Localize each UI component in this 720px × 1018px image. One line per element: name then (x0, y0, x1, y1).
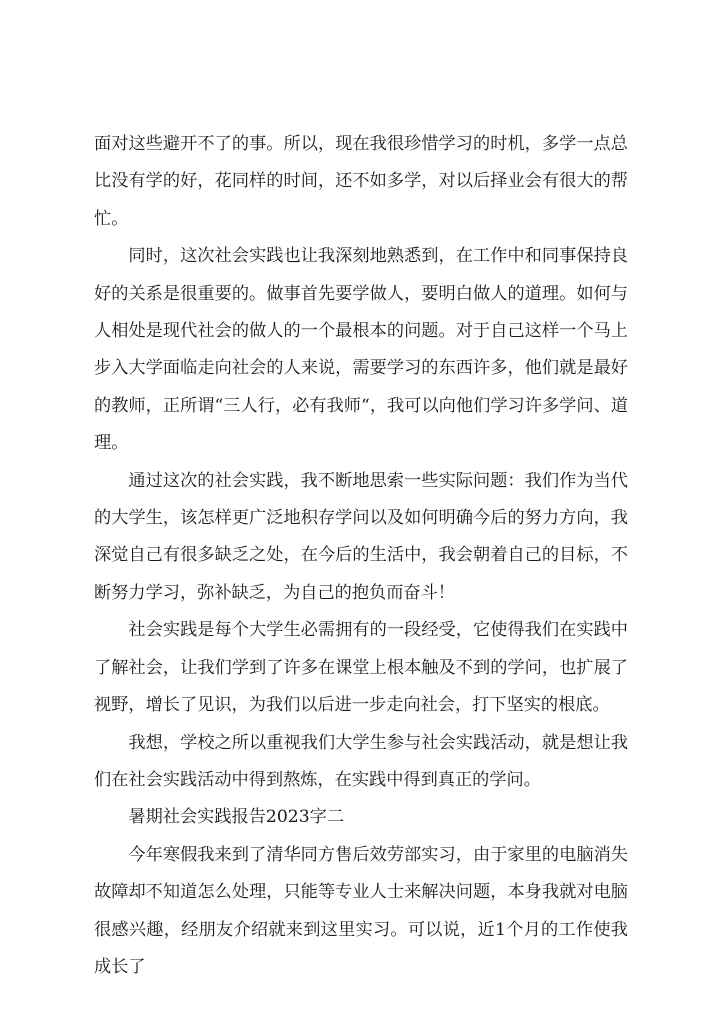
section-heading: 暑期社会实践报告2023字二 (128, 807, 345, 828)
paragraph-6: 今年寒假我来到了清华同方售后效劳部实习，由于家里的电脑消失故障却不知道怎么处理，只能等专业人士来解决问题，本身我就对电脑很感兴趣，经朋友介绍就来到这里实习。可以说，近1个月的工作使我成长了 (94, 844, 628, 977)
paragraph-4: 社会实践是每个大学生必需拥有的一段经受，它使得我们在实践中了解社会，让我们学到了许多在课堂上根本触及不到的学问，也扩展了视野，增长了见识，为我们以后进一步走向社会，打下坚实的根底。 (94, 620, 628, 716)
paragraph-5: 我想，学校之所以重视我们大学生参与社会实践活动，就是想让我们在社会实践活动中得到熬炼，在实践中得到真正的学问。 (94, 732, 628, 790)
document-body (94, 126, 628, 986)
paragraph-2: 同时，这次社会实践也让我深刻地熟悉到，在工作中和同事保持良好的关系是很重要的。做事首先要学做人，要明白做人的道理。如何与人相处是现代社会的做人的一个最根本的问题。对于自己这样一个马上步入大学面临走向社会的人来说，需要学习的东西许多，他们就是最好的教师，正所谓“三人行，必有我师“，我可以向他们学习许多学问、道理。 (94, 246, 628, 454)
paragraph-3: 通过这次的社会实践，我不断地思索一些实际问题：我们作为当代的大学生，该怎样更广泛地积存学问以及如何明确今后的努力方向，我深觉自己有很多缺乏之处，在今后的生活中，我会朝着自己的目标，不断努力学习，弥补缺乏，为自己的抱负而奋斗！ (94, 470, 628, 603)
paragraph-1: 面对这些避开不了的事。所以，现在我很珍惜学习的时机，多学一点总比没有学的好，花同样的时间，还不如多学，对以后择业会有很大的帮忙。 (94, 134, 628, 229)
